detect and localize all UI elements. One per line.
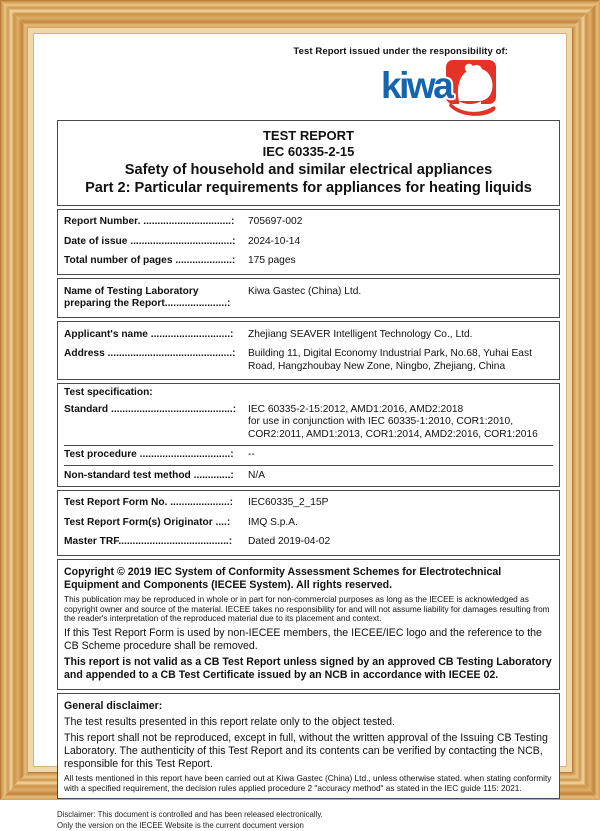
frame-left — [0, 0, 28, 800]
footer-disclaimer — [57, 810, 567, 830]
title-line-1: TEST REPORT — [262, 128, 354, 143]
field-label — [64, 286, 244, 311]
general-disclaimer-p1: The test results presented in this report relate only to the object tested. — [64, 715, 395, 728]
field-label: Address ............................................: — [64, 348, 236, 360]
title-line-4: Part 2: Particular requirements for appliances for heating liquids — [85, 179, 532, 196]
kiwa-wordmark-text: kiwa — [381, 65, 452, 106]
field-label: Date of issue ....................................: — [64, 235, 236, 247]
field-value: Building 11, Digital Economy Industrial Park, No.68, Yuhai East Road, Hangzhoubay New Zone, Ningbo, Zhejiang, China — [248, 348, 532, 372]
footer-line2: Only the version on the IECEE Website is the current document version — [57, 820, 304, 830]
row-standard — [64, 400, 553, 444]
kiwa-wordmark — [381, 67, 451, 104]
row-report-number — [64, 213, 553, 232]
general-disclaimer-p2: This report shall not be reproduced, except in full, without the written approval of the Issuing CB Testing Laboratory. The authenticity of this Test Report and its contents can be verified by contacting the NCB, responsible for this Test Report. — [64, 731, 548, 771]
title-line-2: IEC 60335-2-15 — [262, 144, 355, 160]
field-label: Total number of pages ....................: — [64, 255, 236, 267]
lab-label-line2: preparing the Report......................: — [64, 298, 231, 310]
report-table — [57, 120, 560, 799]
row-master-trf — [64, 533, 553, 552]
footer-line1: Disclaimer: This document is controlled and has been released electronically. — [57, 810, 323, 820]
field-value: -- — [248, 449, 255, 461]
test-specification-heading: Test specification: — [64, 387, 153, 399]
section-applicant — [57, 321, 560, 380]
field-value: N/A — [248, 469, 265, 481]
copyright-notice: Copyright © 2019 IEC System of Conformity Assessment Schemes for Electrotechnical Equipment and Components (IECEE System). All rights reserved. — [64, 565, 502, 592]
general-disclaimer-small-print: All tests mentioned in this report have been carried out at Kiwa Gastec (China) Ltd., unless otherwise stated. when stating conformity with a specified requirement, the decision rules applied procedure 2 "accuracy method" as stated in the IEC guide 115: 2021. — [64, 773, 552, 793]
field-value: Kiwa Gastec (China) Ltd. — [248, 285, 362, 297]
field-label: Applicant's name ............................: — [64, 328, 234, 340]
general-disclaimer-heading: General disclaimer: — [64, 699, 163, 712]
section-report-info — [57, 209, 560, 275]
standard-value-line1: IEC 60335-2-15:2012, AMD1:2016, AMD2:2018 — [248, 403, 464, 415]
row-applicant-name — [64, 325, 553, 344]
field-label: Test Report Form No. .....................: — [64, 497, 234, 509]
document-page — [28, 28, 572, 830]
standard-value-line2: for use in conjunction with IEC 60335-1:2010, COR1:2010, COR2:2011, AMD1:2013, COR1:2014, AMD2:2016, COR1:2016 — [248, 416, 538, 440]
copyright-not-valid: This report is not valid as a CB Test Report unless signed by an approved CB Testing Laboratory and appended to a CB Test Certificate issued by an NCB in accordance with IECEE 02. — [64, 656, 552, 682]
field-label: Non-standard test method .............: — [64, 469, 234, 481]
field-value: Zhejiang SEAVER Intelligent Technology Co., Ltd. — [248, 328, 473, 340]
lab-label-line1: Name of Testing Laboratory — [64, 285, 199, 297]
field-label: Standard ...........................................: — [64, 403, 237, 415]
field-value: 175 pages — [248, 255, 296, 267]
frame-right — [572, 0, 600, 800]
title-line-3: Safety of household and similar electrical appliances — [124, 161, 493, 178]
logo-row — [33, 59, 567, 117]
row-total-pages — [64, 252, 553, 271]
section-general-disclaimer — [57, 693, 560, 800]
section-trf — [57, 490, 560, 556]
copyright-small-print: This publication may be reproduced in whole or in part for non-commercial purposes as long as the IECEE is acknowledged as copyright owner and source of the material. IECEE takes no responsibility for and will not assume liability for damages resulting from the reader's interpretation of the reproduced material due to its placement and context. — [64, 594, 550, 624]
row-trf-originator — [64, 513, 553, 532]
row-applicant-address — [64, 345, 553, 377]
field-value — [244, 404, 553, 441]
kiwa-logo — [381, 59, 497, 117]
copyright-non-iecee: If this Test Report Form is used by non-IECEE members, the IECEE/IEC logo and the reference to the CB Scheme procedure shall be removed. — [64, 627, 542, 653]
field-value: IEC60335_2_15P — [248, 497, 329, 509]
field-label: Report Number. ...............................: — [64, 216, 235, 228]
row-non-standard-method — [64, 465, 553, 485]
row-date-of-issue — [64, 232, 553, 251]
section-test-specification — [57, 383, 560, 486]
field-value: 2024-10-14 — [248, 235, 301, 247]
section-testing-laboratory — [57, 278, 560, 318]
field-value: IMQ S.p.A. — [248, 516, 298, 528]
field-label: Master TRF.......................................: — [64, 536, 233, 548]
row-test-procedure — [64, 445, 553, 465]
issued-responsibility-line: Test Report issued under the responsibility of: — [293, 46, 508, 57]
field-value: 705697-002 — [248, 216, 303, 228]
section-title-block — [57, 120, 560, 206]
section-copyright — [57, 559, 560, 690]
frame-top — [0, 0, 600, 28]
field-label: Test Report Form(s) Originator ....: — [64, 516, 231, 528]
row-trf-number — [64, 494, 553, 513]
kiwa-beaver-icon — [445, 59, 497, 119]
field-value: Dated 2019-04-02 — [248, 536, 331, 548]
field-label: Test procedure ................................: — [64, 449, 234, 461]
row-testing-laboratory — [64, 282, 553, 314]
